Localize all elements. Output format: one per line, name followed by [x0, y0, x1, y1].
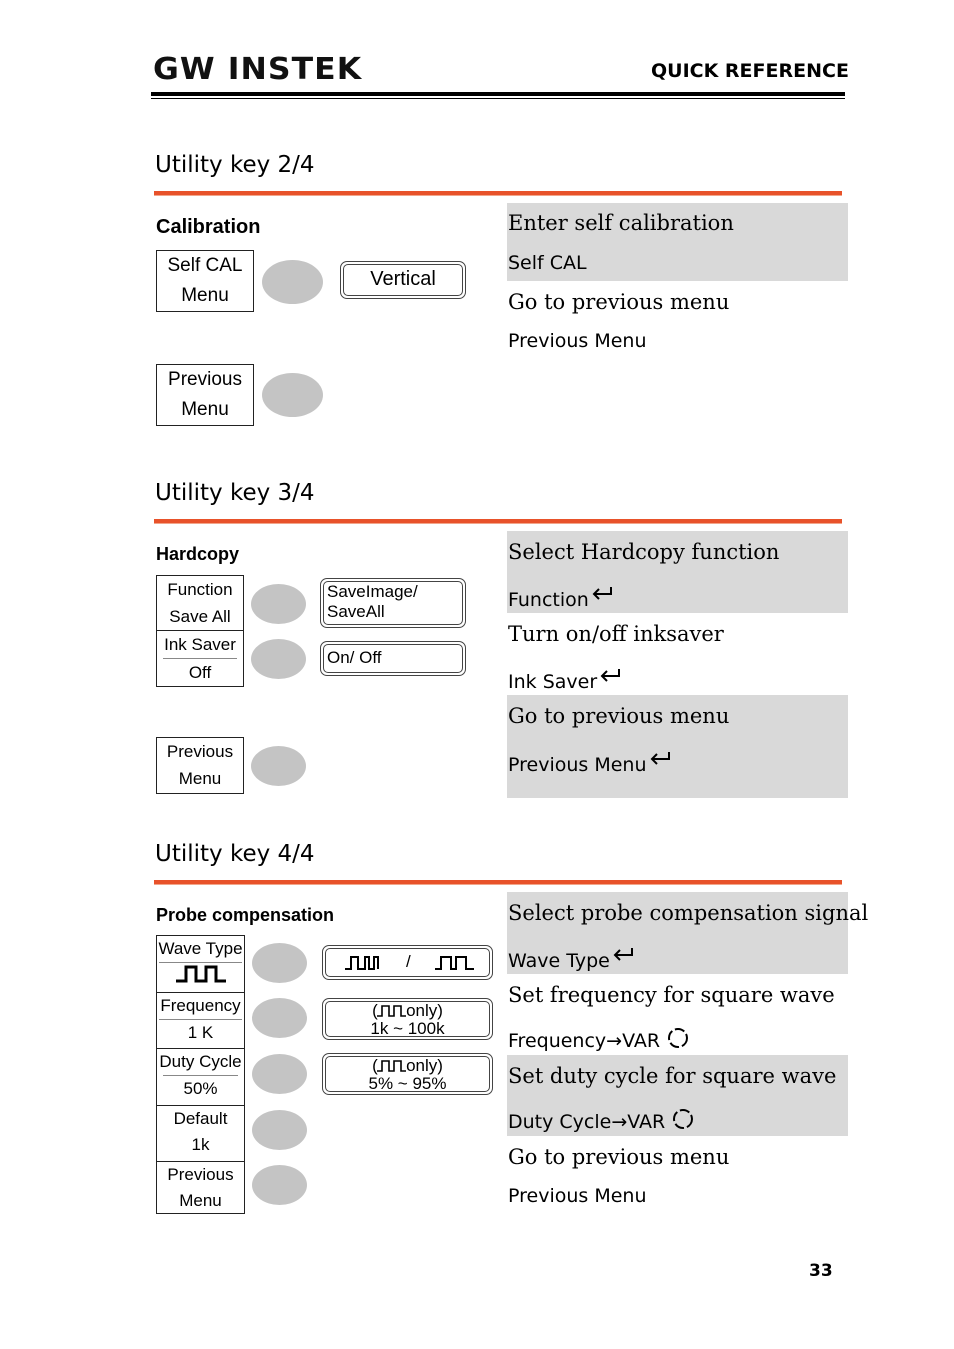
square-wave-icon — [376, 1059, 408, 1073]
section-header: QUICK REFERENCE — [651, 60, 849, 82]
menu-key-line: Function — [167, 580, 233, 599]
section-title: Utility key 4/4 — [155, 841, 315, 867]
menu-key-group — [156, 575, 244, 687]
soft-key-button[interactable] — [251, 584, 306, 624]
option-label: Vertical — [343, 264, 463, 296]
menu-key-self-cal — [156, 250, 254, 312]
return-arrow-icon — [589, 584, 615, 604]
square-wave-icon — [434, 954, 476, 972]
section-title: Utility key 2/4 — [155, 152, 315, 178]
option-line: On/ Off — [323, 644, 463, 673]
desc-text: Enter self calibration — [508, 211, 734, 235]
brand-logo: GW INSTEK — [153, 52, 363, 87]
desc-text: Select Hardcopy function — [508, 540, 780, 564]
option-line: 5% ~ 95% — [368, 1074, 447, 1093]
option-line-wrap — [326, 1057, 489, 1075]
key-label: Wave Type — [508, 950, 610, 972]
menu-key-line: Menu — [181, 399, 229, 420]
key-label: Frequency→VAR — [508, 1030, 661, 1052]
key-text — [508, 1026, 690, 1052]
soft-key-button[interactable] — [262, 260, 323, 304]
menu-key-line: Previous — [166, 742, 234, 761]
section-subtitle: Hardcopy — [156, 544, 240, 564]
soft-key-button[interactable] — [252, 943, 307, 983]
soft-key-button[interactable] — [252, 1110, 307, 1150]
soft-key-button[interactable] — [252, 1054, 307, 1094]
menu-key-line: Menu — [179, 1191, 222, 1210]
desc-text: Set duty cycle for square wave — [508, 1064, 837, 1088]
menu-key-line: Off — [188, 663, 212, 682]
key-text — [508, 1107, 695, 1133]
menu-key-line: Default — [173, 1109, 228, 1128]
soft-key-button[interactable] — [251, 746, 306, 786]
return-arrow-icon — [647, 749, 673, 769]
option-line: SaveAll — [327, 602, 385, 621]
desc-text: Set frequency for square wave — [508, 983, 835, 1007]
soft-key-button[interactable] — [252, 1165, 307, 1205]
desc-text: Go to previous menu — [508, 290, 730, 314]
menu-key-line: Frequency — [160, 996, 241, 1015]
menu-key-group — [156, 935, 245, 1214]
key-label: Ink Saver — [508, 671, 598, 693]
square-wave-icon — [376, 1004, 408, 1018]
key-label: Duty Cycle→VAR — [508, 1111, 666, 1133]
menu-key-line: 1k — [191, 1135, 210, 1154]
return-arrow-icon — [597, 666, 623, 686]
soft-key-button[interactable] — [251, 639, 306, 679]
key-text: Previous Menu — [508, 1185, 647, 1207]
variable-knob-icon — [666, 1026, 690, 1050]
option-saveimage — [320, 578, 466, 628]
menu-key-line: Previous — [168, 369, 242, 390]
header-rule — [151, 92, 845, 96]
desc-text: Go to previous menu — [508, 704, 730, 728]
key-label: Previous Menu — [508, 754, 647, 776]
option-line: 1k ~ 100k — [370, 1019, 445, 1038]
section-subtitle: Probe compensation — [156, 905, 335, 925]
menu-key-previous — [156, 364, 254, 426]
option-line: ( only) — [372, 1056, 443, 1075]
option-frequency — [322, 998, 493, 1040]
key-text — [508, 749, 673, 776]
option-on-off — [320, 641, 466, 676]
menu-key-previous — [156, 737, 244, 794]
option-line: SaveImage/ — [327, 582, 418, 601]
header-rule-thin — [151, 98, 845, 99]
menu-key-line: Menu — [181, 285, 229, 306]
page-number: 33 — [809, 1261, 833, 1281]
key-text: Self CAL — [508, 252, 587, 274]
key-text — [508, 945, 636, 972]
square-wave-icon — [174, 963, 228, 985]
section-title: Utility key 3/4 — [155, 480, 315, 506]
section-subtitle: Calibration — [156, 216, 261, 238]
menu-key-line: 50% — [183, 1079, 218, 1098]
desc-text: Go to previous menu — [508, 1145, 730, 1169]
menu-key-line: 1 K — [187, 1023, 214, 1042]
section-rule — [154, 880, 842, 885]
key-label: Function — [508, 589, 589, 611]
menu-key-line: Wave Type — [158, 939, 243, 958]
option-line: ( only) — [372, 1001, 443, 1020]
soft-key-button[interactable] — [262, 373, 323, 417]
key-text — [508, 584, 615, 611]
option-line-wrap — [326, 1002, 489, 1020]
menu-key-line: Self CAL — [167, 255, 243, 276]
menu-key-line: Duty Cycle — [159, 1052, 242, 1071]
desc-text: Select probe compensation signal — [508, 901, 869, 925]
menu-key-line: Previous — [167, 1165, 234, 1184]
menu-key-line: Ink Saver — [157, 630, 243, 658]
desc-text: Turn on/off inksaver — [508, 622, 724, 646]
section-rule — [154, 519, 842, 524]
soft-key-button[interactable] — [252, 998, 307, 1038]
key-text — [508, 666, 623, 693]
option-wave-type — [322, 945, 493, 980]
key-text: Previous Menu — [508, 330, 647, 352]
option-vertical — [340, 261, 466, 299]
menu-key-line: Menu — [178, 769, 222, 788]
square-wave-icon — [344, 954, 386, 972]
variable-knob-icon — [671, 1107, 695, 1131]
option-separator: / — [406, 952, 411, 971]
option-duty-cycle — [322, 1053, 493, 1095]
return-arrow-icon — [610, 945, 636, 965]
menu-key-line: Save All — [169, 607, 231, 626]
section-rule — [154, 191, 842, 196]
